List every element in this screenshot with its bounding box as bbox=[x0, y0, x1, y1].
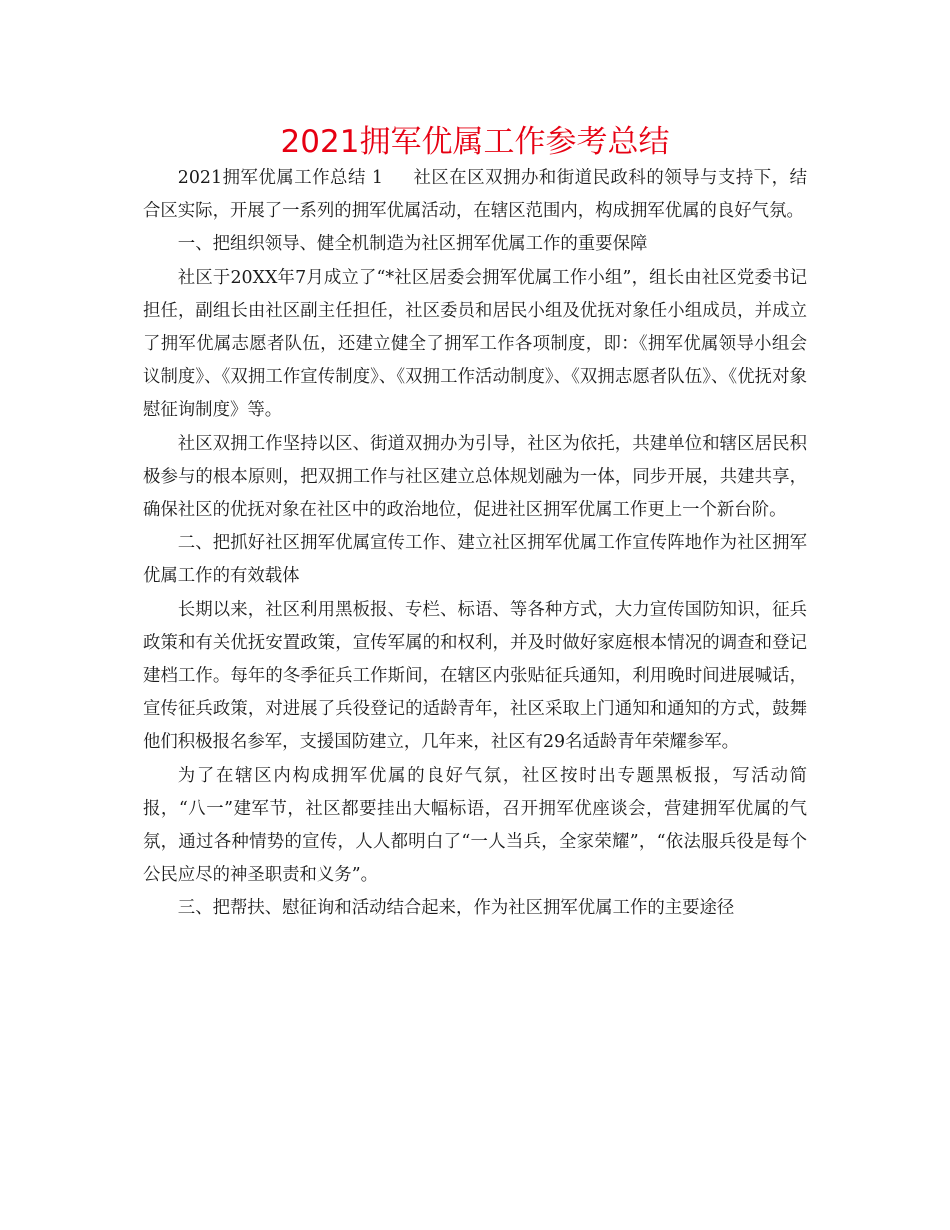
paragraph: 社区双拥工作坚持以区、街道双拥办为引导，社区为依托，共建单位和辖区居民积极参与的根本原则，把双拥工作与社区建立总体规划融为一体，同步开展，共建共享，确保社区的优抚对象在社区中的政治地位，促进社区拥军优属工作更上一个新台阶。 bbox=[143, 433, 807, 521]
paragraph: 长期以来，社区利用黑板报、专栏、标语、等各种方式，大力宣传国防知识，征兵政策和有关优抚安置政策，宣传军属的和权利，并及时做好家庭根本情况的调查和登记建档工作。每年的冬季征兵工作斯间，在辖区内张贴征兵通知，利用晚时间进展喊话，宣传征兵政策，对进展了兵役登记的适龄青年，社区采取上门通知和通知的方式，鼓舞他们积极报名参军，支援国防建立，几年来，社区有29名适龄青年荣耀参军。 bbox=[143, 599, 807, 753]
section-heading-1: 一、把组织领导、健全机制造为社区拥军优属工作的重要保障 bbox=[177, 234, 648, 255]
lead-label: 2021拥军优属工作总结 1 bbox=[177, 168, 383, 188]
section-heading-3: 三、把帮扶、慰征询和活动结合起来，作为社区拥军优属工作的主要途径 bbox=[177, 898, 735, 919]
lead-text: 社区在区双拥办和街道民政科的领导与支持下，结合区实际，开展了一系列的拥军优属活动，在辖区范围内，构成拥军优属的良好气氛。 bbox=[143, 168, 807, 222]
document-title: 2021拥军优属工作参考总结 bbox=[280, 124, 670, 160]
paragraph: 为了在辖区内构成拥军优属的良好气氛，社区按时出专题黑板报，写活动简报，“八一”建军节，社区都要挂出大幅标语，召开拥军优座谈会，营建拥军优属的气氛，通过各种情势的宣传，人人都明白了“一人当兵，全家荣耀”，“依法服兵役是每个公民应尽的神圣职责和义务”。 bbox=[143, 765, 807, 886]
lead-paragraph bbox=[143, 162, 807, 228]
document-body bbox=[143, 162, 807, 926]
paragraph: 社区于20XX年7月成立了“*社区居委会拥军优属工作小组”，组长由社区党委书记担任，副组长由社区副主任担任，社区委员和居民小组及优抚对象任小组成员，并成立了拥军优属志愿者队伍，还建立健全了拥军工作各项制度，即：《拥军优属领导小组会议制度》、《双拥工作宣传制度》、《双拥工作活动制度》、《双拥志愿者队伍》、《优抚对象慰征询制度》等。 bbox=[143, 267, 807, 421]
section-heading-2: 二、把抓好社区拥军优属宣传工作、建立社区拥军优属工作宣传阵地作为社区拥军优属工作的有效载体 bbox=[143, 533, 807, 587]
